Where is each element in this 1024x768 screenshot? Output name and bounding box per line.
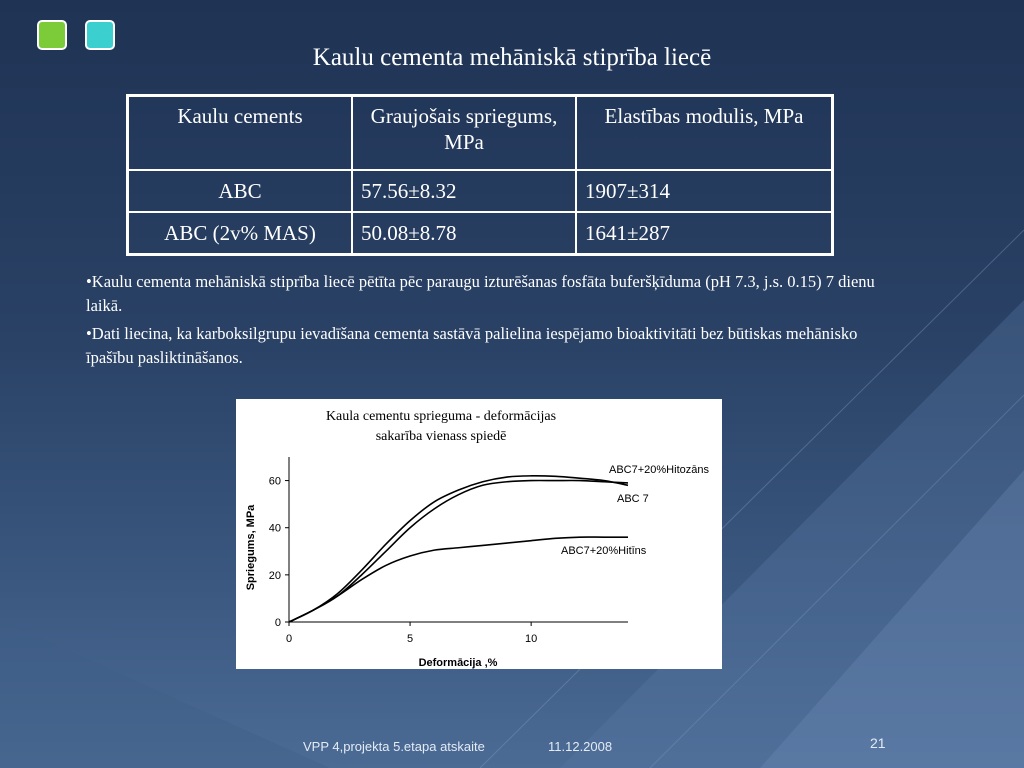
table-cell: 50.08±8.78 (352, 212, 576, 255)
series-label: ABC7+20%Hitozāns (609, 464, 709, 476)
table-row (128, 170, 833, 212)
footer-date: 11.12.2008 (548, 739, 613, 754)
footer-text: VPP 4,projekta 5.etapa atskaite (303, 739, 485, 754)
x-axis-label: Deformācija ,% (418, 657, 498, 669)
table-row (128, 212, 833, 255)
y-tick-label: 60 (268, 475, 281, 488)
chart-title-line: Kaula cementu sprieguma - deformācijas (325, 409, 557, 424)
x-tick-label: 5 (407, 633, 414, 645)
chart-title-line: sakarība vienass spiedē (375, 429, 507, 444)
y-tick-label: 40 (268, 522, 281, 535)
y-tick-label: 0 (274, 617, 281, 629)
series-label: ABC7+20%Hitīns (561, 545, 647, 557)
table-header-cell: Kaulu cements (128, 96, 353, 171)
y-tick-label: 20 (268, 569, 281, 582)
table-cell: 1641±287 (576, 212, 833, 255)
table-header-cell: Elastības modulis, MPa (576, 96, 833, 171)
bullet-item: •Dati liecina, ka karboksilgrupu ievadīšana cementa sastāvā palielina iespējamo bioaktivitāti bez būtiskas mehānisko īpašību pasliktināšanos. (86, 324, 858, 367)
slide-title: Kaulu cementa mehāniskā stiprība liecē (312, 44, 712, 71)
page-number: 21 (870, 735, 886, 751)
table-header-row (128, 96, 833, 171)
bullet-list (86, 270, 886, 374)
table-cell: ABC (128, 170, 353, 212)
strength-table (126, 94, 834, 256)
table-cell: 57.56±8.32 (352, 170, 576, 212)
table-cell: ABC (2v% MAS) (128, 212, 353, 255)
x-tick-label: 10 (525, 633, 538, 645)
bullet-item: •Kaulu cementa mehāniskā stiprība liecē pētīta pēc paraugu izturēšanas fosfāta buferšķīduma (pH 7.3, j.s. 0.15) 7 dienu laikā. (86, 272, 875, 315)
table-cell: 1907±314 (576, 170, 833, 212)
table-header-cell: Graujošais spriegums, MPa (352, 96, 576, 171)
x-tick-label: 0 (285, 633, 293, 645)
y-axis-label: Spriegums, MPa (245, 504, 257, 591)
series-label: ABC 7 (617, 493, 649, 505)
stress-strain-chart (236, 399, 722, 669)
